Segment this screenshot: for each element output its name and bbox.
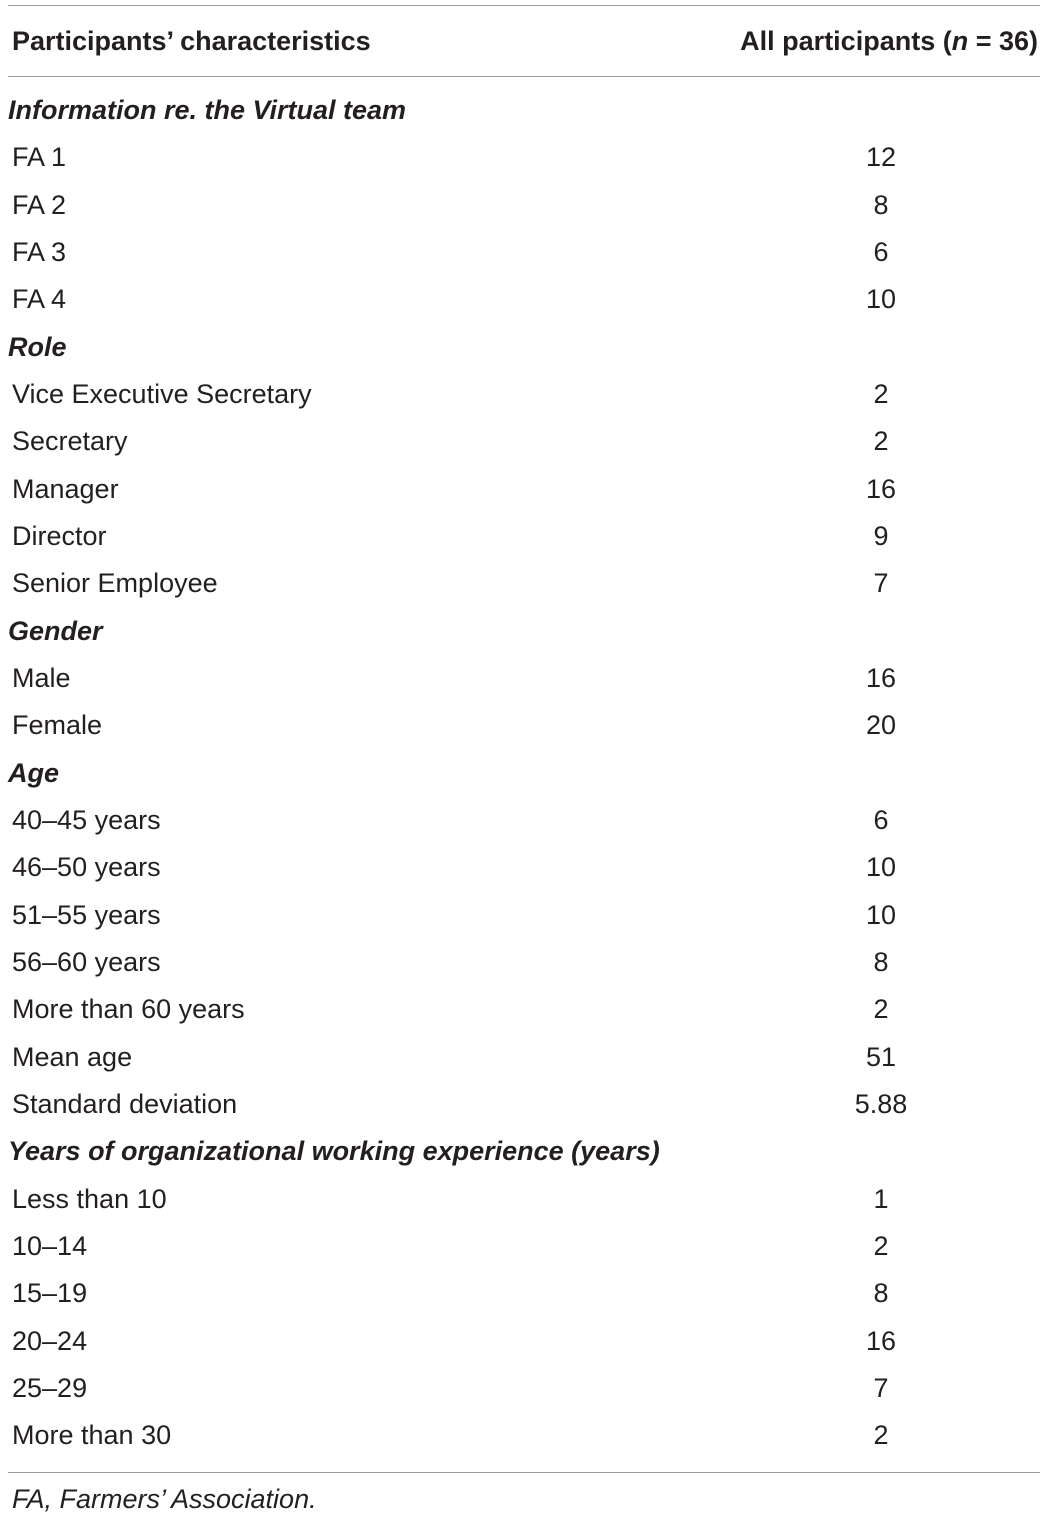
row-label: 25–29 [12, 1372, 88, 1403]
row-value: 10 [865, 852, 897, 883]
table-body [0, 88, 1046, 1461]
row-label: FA 2 [12, 189, 67, 220]
table-row [0, 467, 1046, 514]
row-label: More than 30 [12, 1420, 172, 1451]
section-header-row [0, 751, 1046, 798]
table-row [0, 1082, 1046, 1129]
row-value: 2 [873, 1230, 889, 1261]
table-footnote: FA, Farmers’ Association. [12, 1484, 317, 1514]
table-row [0, 419, 1046, 466]
table-row [0, 845, 1046, 892]
row-value: 16 [865, 473, 897, 504]
section-title: Gender [8, 615, 103, 646]
row-label: 20–24 [12, 1325, 88, 1356]
row-label: Senior Employee [12, 568, 218, 599]
row-value: 2 [873, 378, 889, 409]
table-row [0, 798, 1046, 845]
row-value: 8 [873, 189, 889, 220]
row-value: 5.88 [854, 1088, 908, 1119]
row-label: 56–60 years [12, 946, 161, 977]
row-value: 12 [865, 142, 897, 173]
row-label: Mean age [12, 1041, 133, 1072]
table-row [0, 1319, 1046, 1366]
section-title: Role [8, 331, 67, 362]
header-characteristics: Participants’ characteristics [12, 26, 371, 56]
table-header [0, 5, 1046, 76]
table-row [0, 1366, 1046, 1413]
row-value: 20 [865, 710, 897, 741]
table-row [0, 514, 1046, 561]
row-value: 9 [873, 520, 889, 551]
table-row [0, 656, 1046, 703]
section-header-row [0, 609, 1046, 656]
table-row [0, 703, 1046, 750]
row-value: 2 [873, 1420, 889, 1451]
section-header-row [0, 325, 1046, 372]
row-label: More than 60 years [12, 994, 245, 1025]
table-header-rule [8, 76, 1040, 77]
table-row [0, 230, 1046, 277]
row-label: Secretary [12, 426, 128, 457]
row-label: Female [12, 710, 103, 741]
section-header-row [0, 88, 1046, 135]
row-label: Male [12, 662, 71, 693]
table-row [0, 277, 1046, 324]
row-value: 8 [873, 946, 889, 977]
row-label: 40–45 years [12, 804, 161, 835]
section-header-row [0, 1129, 1046, 1176]
row-value: 7 [873, 568, 889, 599]
section-title: Information re. the Virtual team [8, 95, 407, 125]
table-row [0, 940, 1046, 987]
header-prefix: All participants ( [740, 26, 952, 56]
row-value: 6 [873, 236, 889, 267]
row-value: 51 [865, 1041, 897, 1072]
table-row [0, 1035, 1046, 1082]
row-value: 2 [873, 994, 889, 1025]
row-label: Director [12, 520, 107, 551]
table-row [0, 1177, 1046, 1224]
table-row [0, 893, 1046, 940]
section-title: Years of organizational working experience (years) [8, 1136, 660, 1167]
table-row [0, 1271, 1046, 1318]
section-title: Age [8, 757, 60, 788]
header-suffix: = 36) [968, 26, 1038, 56]
row-label: 46–50 years [12, 852, 161, 883]
row-value: 16 [865, 1325, 897, 1356]
table-row [0, 1413, 1046, 1460]
row-value: 10 [865, 899, 897, 930]
row-value: 2 [873, 426, 889, 457]
row-value: 6 [873, 804, 889, 835]
row-label: 15–19 [12, 1278, 88, 1309]
row-value: 10 [865, 284, 897, 315]
row-value: 8 [873, 1278, 889, 1309]
row-label: Vice Executive Secretary [12, 378, 312, 409]
row-label: 51–55 years [12, 899, 161, 930]
row-label: Manager [12, 473, 119, 504]
header-n-symbol: n [951, 26, 969, 56]
row-label: Standard deviation [12, 1088, 238, 1119]
table-row [0, 183, 1046, 230]
table-row [0, 1224, 1046, 1271]
row-label: FA 1 [12, 142, 67, 173]
row-value: 16 [865, 662, 897, 693]
table-row [0, 135, 1046, 182]
row-label: FA 4 [12, 284, 67, 315]
row-value: 1 [873, 1183, 889, 1214]
table-bottom-rule [8, 1472, 1040, 1473]
row-value: 7 [873, 1372, 889, 1403]
row-label: FA 3 [12, 236, 67, 267]
table-row [0, 561, 1046, 608]
table-row [0, 372, 1046, 419]
header-all-participants [740, 25, 1038, 57]
row-label: 10–14 [12, 1230, 88, 1261]
table-row [0, 987, 1046, 1034]
row-label: Less than 10 [12, 1183, 167, 1214]
